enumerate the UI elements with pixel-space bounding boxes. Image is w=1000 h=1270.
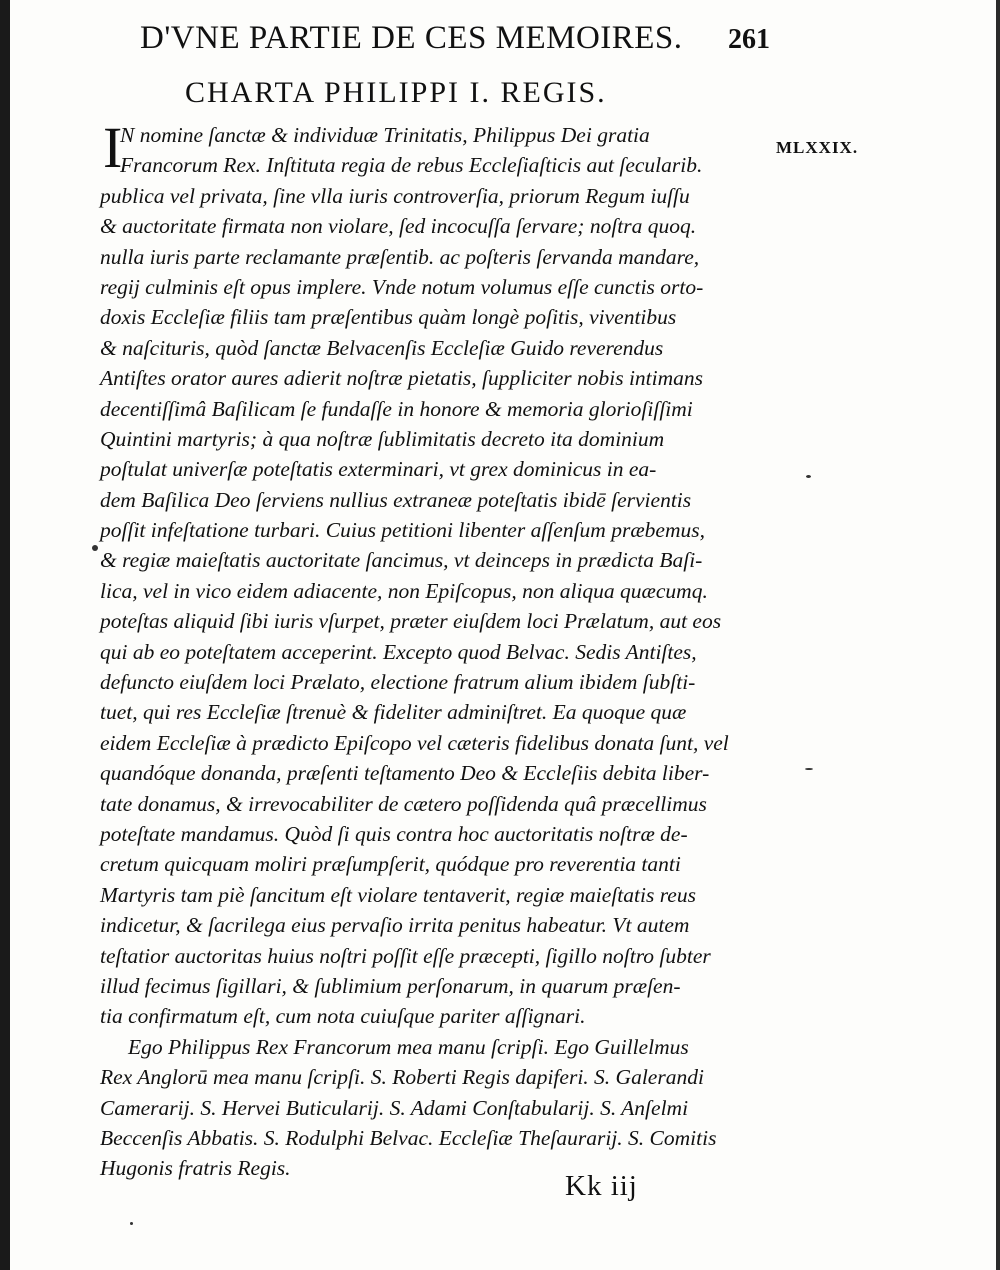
text-line: Quintini martyris; à qua noſtræ ſublimitatis decreto ita dominium [100, 426, 665, 451]
text-line: tia confirmatum eſt, cum nota cuiuſque pariter aſſignari. [100, 1004, 586, 1029]
text-line: cretum quicquam moliri præſumpſerit, quódque pro reverentia tanti [100, 852, 681, 877]
text-line: publica vel privata, ſine vlla iuris controverſia, priorum Regum iuſſu [100, 183, 690, 208]
charter-title: CHARTA PHILIPPI I. REGIS. [185, 76, 607, 109]
text-line: poſtulat univerſæ poteſtatis exterminari, vt grex dominicus in ea- [100, 457, 657, 482]
text-line: & naſcituris, quòd ſanctæ Belvacenſis Eccleſiæ Guido reverendus [100, 335, 664, 360]
text-line: qui ab eo poteſtatem acceperint. Excepto quod Belvac. Sedis Antiſtes, [100, 639, 697, 664]
scan-right-edge [996, 0, 1000, 1270]
text-line: poteſtate mandamus. Quòd ſi quis contra hoc auctoritatis noſtræ de- [100, 821, 688, 846]
drop-cap: I [103, 115, 123, 180]
text-line: Beccenſis Abbatis. S. Rodulphi Belvac. Eccleſiæ Theſaurarij. S. Comitis [100, 1125, 717, 1150]
text-line: eidem Eccleſiæ à prædicto Epiſcopo vel cæteris fidelibus donata ſunt, vel [100, 730, 729, 755]
text-line: illud fecimus ſigillari, & ſublimium perſonarum, in quarum præſen- [100, 973, 681, 998]
text-line: indicetur, & ſacrilega eius pervaſio irrita penitus habeatur. Vt autem [100, 913, 690, 938]
text-line: tuet, qui res Eccleſiæ ſtrenuè & fideliter adminiſtret. Ea quoque quæ [100, 700, 687, 725]
ink-speck [92, 545, 98, 551]
text-line: decentiſſimâ Baſilicam ſe fundaſſe in honore & memoria glorioſiſſimi [100, 396, 693, 421]
text-line: doxis Eccleſiæ filiis tam præſentibus quàm longè poſitis, viventibus [100, 305, 677, 330]
text-line: & regiæ maieſtatis auctoritate ſancimus, vt deinceps in prædicta Baſi- [100, 548, 703, 573]
text-line: tate donamus, & irrevocabiliter de cætero poſſidenda quâ præcellimus [100, 791, 707, 816]
text-line: poſſit infeſtatione turbari. Cuius petitioni libenter aſſenſum præbemus, [100, 518, 705, 543]
signature-mark: Kk iij [565, 1170, 638, 1202]
text-line: Hugonis fratris Regis. [100, 1156, 291, 1181]
text-line: Francorum Rex. Inſtituta regia de rebus Eccleſiaſticis aut ſecularib. [120, 153, 703, 178]
text-line: & auctoritate firmata non violare, ſed incocuſſa ſervare; noſtra quoq. [100, 214, 697, 239]
page-number: 261 [728, 24, 770, 55]
ink-speck [130, 1222, 133, 1225]
text-line: lica, vel in vico eidem adiacente, non Epiſcopus, non aliqua quæcumq. [100, 578, 708, 603]
text-line: Ego Philippus Rex Francorum mea manu ſcripſi. Ego Guillelmus [128, 1034, 689, 1059]
text-line: N nomine ſanctæ & individuæ Trinitatis, Philippus Dei gratia [120, 123, 650, 147]
text-line: regij culminis eſt opus implere. Vnde notum volumus eſſe cunctis orto- [100, 274, 704, 299]
text-line: quandóque donanda, præſenti teſtamento Deo & Eccleſiis debita liber- [100, 761, 710, 786]
ink-speck [805, 768, 813, 770]
text-line: teſtatior auctoritas huius noſtri poſſit eſſe præcepti, ſigillo noſtro ſubter [100, 943, 711, 968]
margin-year-note: MLXXIX. [776, 138, 859, 157]
text-line: Camerarij. S. Hervei Buticularij. S. Adami Conſtabularij. S. Anſelmi [100, 1095, 689, 1120]
charter-text [100, 115, 780, 1184]
text-line: poteſtas aliquid ſibi iuris vſurpet, præter eiuſdem loci Prælatum, aut eos [100, 609, 722, 634]
running-head: D'VNE PARTIE DE CES MEMOIRES. [140, 20, 683, 56]
scan-left-edge [0, 0, 10, 1270]
ink-speck [806, 475, 811, 478]
text-line: nulla iuris parte reclamante præſentib. ac poſteris ſervanda mandare, [100, 244, 700, 269]
text-line: dem Baſilica Deo ſerviens nullius extraneæ poteſtatis ibidē ſervientis [100, 487, 692, 512]
text-line: Rex Anglorū mea manu ſcripſi. S. Roberti Regis dapiferi. S. Galerandi [100, 1065, 704, 1090]
text-line: Martyris tam piè ſancitum eſt violare tentaverit, regiæ maieſtatis reus [100, 882, 696, 907]
text-line: defuncto eiuſdem loci Prælato, electione fratrum alium ibidem ſubſti- [100, 670, 696, 695]
text-line: Antiſtes orator aures adierit noſtræ pietatis, ſuppliciter nobis intimans [100, 366, 704, 391]
